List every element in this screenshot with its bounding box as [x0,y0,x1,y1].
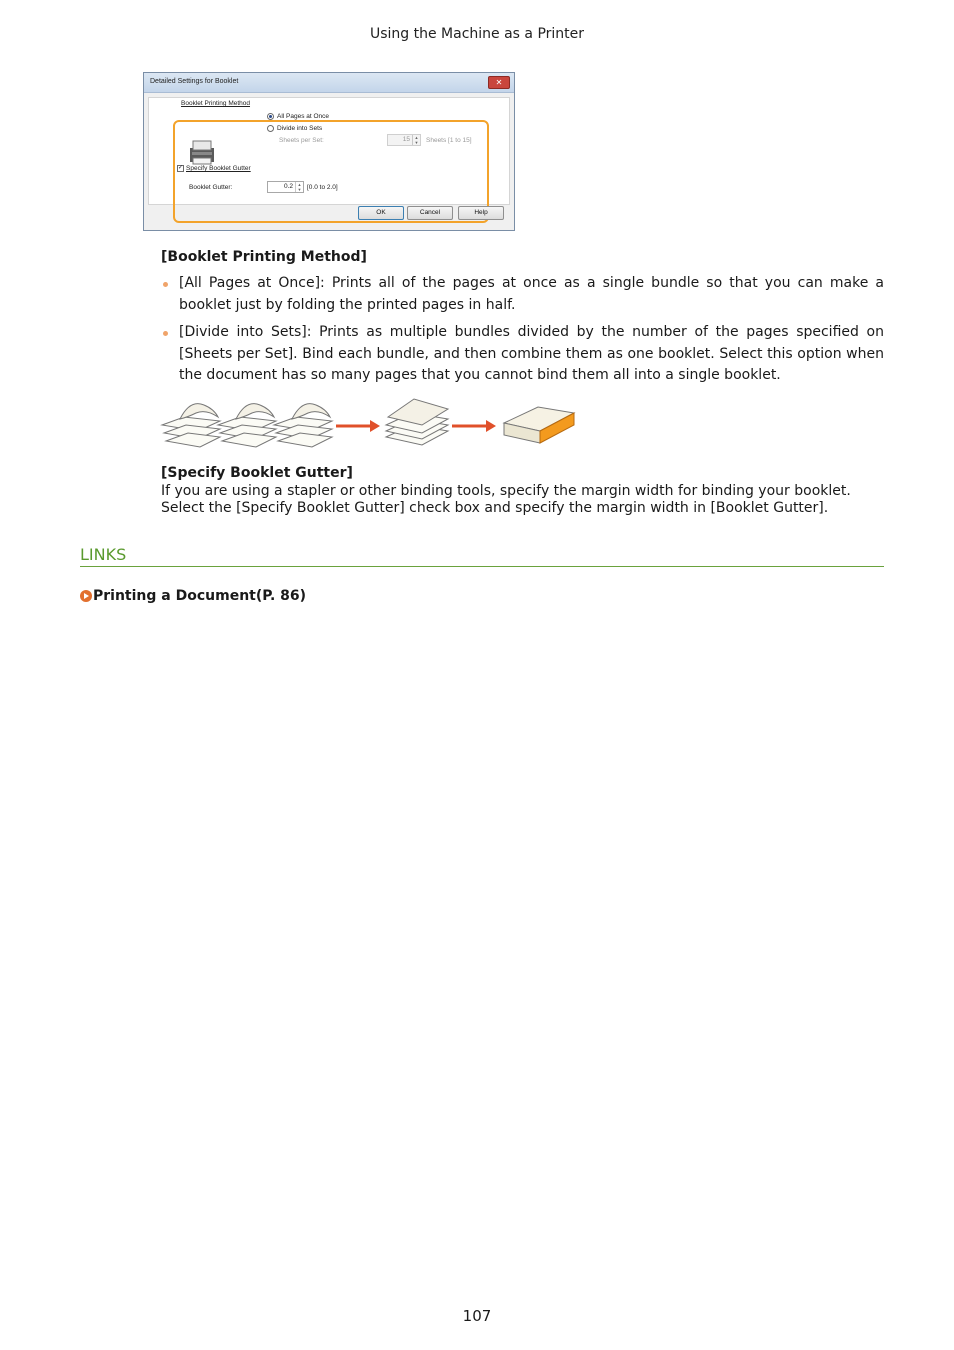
gutter-title: [Specify Booklet Gutter] [161,465,353,481]
sheets-range: Sheets [1 to 15] [426,137,472,144]
method-title: [Booklet Printing Method] [161,249,367,265]
group-label: Booklet Printing Method [181,100,251,107]
link-printing-document[interactable] [80,588,306,604]
dialog-close-button[interactable]: ✕ [488,76,510,89]
bound-booklet-icon [504,407,574,443]
paper-bundle-icon [274,404,332,447]
arrow-right-icon [336,420,380,432]
dialog-body [148,97,510,205]
link-arrow-icon [80,590,92,602]
divide-sets-label: Divide into Sets [277,125,323,132]
stacked-bundles-icon [386,399,448,445]
sheets-per-set-label: Sheets per Set: [279,137,324,144]
paper-bundle-icon [162,404,220,447]
booklet-illustration [160,395,580,450]
dialog-titlebar [144,73,514,93]
printer-icon [187,138,217,166]
gutter-description: If you are using a stapler or other binding tools, specify the margin width for binding your booklet. Select the [Specify Booklet Gutter] check box and specify the margin width in [Booklet Gutter]. [161,483,851,516]
gutter-label: Booklet Gutter: [189,184,233,191]
method-list [161,273,884,393]
method-item-divide-sets: [Divide into Sets]: Prints as multiple bundles divided by the number of the pages specified on [Sheets per Set]. Bind each bundle, and then combine them as one booklet. Select this option when the document has so many pages that you cannot bind them all into a single booklet. [179,324,884,383]
sheets-per-set-spinner[interactable] [387,134,421,146]
running-header: Using the Machine as a Printer [369,26,585,42]
spinner-arrows-icon[interactable]: ▲ ▼ [412,135,420,145]
links-heading: LINKS [80,545,127,564]
dialog-title: Detailed Settings for Booklet [150,78,239,85]
divide-sets-radio[interactable] [267,125,274,132]
link-label[interactable]: Printing a Document(P. 86) [93,588,307,604]
gutter-spinner[interactable] [267,181,304,193]
ok-button[interactable]: OK [358,206,404,220]
sheets-per-set-value: 15 [402,136,410,143]
gutter-checkbox-label: Specify Booklet Gutter [186,165,251,172]
all-pages-label: All Pages at Once [277,113,330,120]
arrow-right-icon [452,420,496,432]
list-item [161,322,884,387]
list-item [161,273,884,316]
paper-bundle-icon [218,404,276,447]
booklet-settings-dialog [143,72,515,231]
bullet-icon [163,282,168,287]
gutter-range: [0.0 to 2.0] [307,184,338,191]
help-button[interactable]: Help [458,206,504,220]
spinner-arrows-icon[interactable]: ▲ ▼ [295,182,303,192]
cancel-button[interactable]: Cancel [407,206,453,220]
bullet-icon [163,331,168,336]
all-pages-radio[interactable] [267,113,274,120]
gutter-value: 0.2 [283,183,293,190]
links-divider [80,566,884,567]
gutter-checkbox[interactable]: ✓ [178,165,184,171]
method-item-all-pages: [All Pages at Once]: Prints all of the pages at once as a single bundle so that you can make a booklet just by folding the printed pages in half. [179,275,884,313]
page-number: 107 [462,1307,492,1325]
